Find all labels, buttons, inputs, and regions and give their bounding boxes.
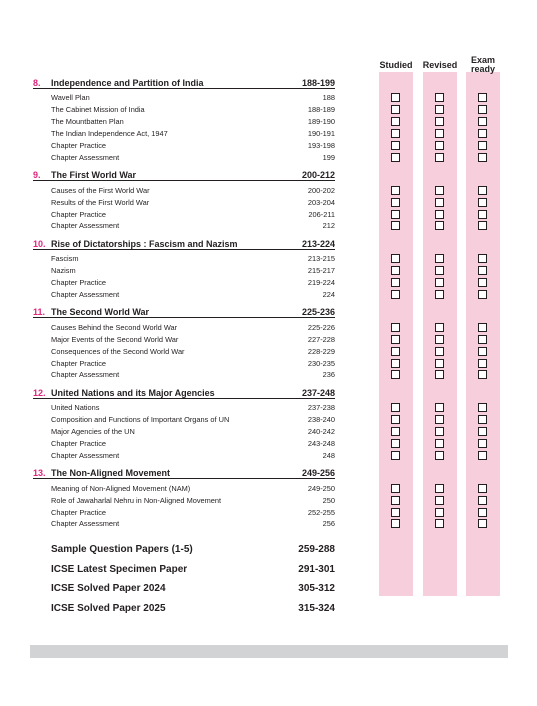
chapter-heading: [33, 74, 335, 89]
topic-title: Chapter Assessment: [51, 370, 120, 380]
checkbox-studied[interactable]: [391, 335, 400, 344]
checkbox-studied[interactable]: [391, 403, 400, 412]
topic-title: Chapter Practice: [51, 507, 107, 517]
checkbox-studied[interactable]: [391, 198, 400, 207]
checkbox-studied[interactable]: [391, 141, 400, 150]
topic-pages: 236: [322, 370, 335, 380]
topic-title: Chapter Practice: [51, 278, 107, 288]
topic-title: Causes Behind the Second World War: [51, 322, 178, 332]
checkbox-studied[interactable]: [391, 186, 400, 195]
checkbox-revised[interactable]: [435, 484, 444, 493]
topic-row: [51, 414, 335, 426]
topic-title: The Mountbatten Plan: [51, 117, 124, 127]
checkbox-revised[interactable]: [435, 347, 444, 356]
topic-pages: 190-191: [307, 129, 335, 139]
topic-row: [51, 321, 335, 333]
topic-title: Chapter Assessment: [51, 152, 120, 162]
checkbox-exam-ready[interactable]: [478, 153, 487, 162]
column-header-exam-ready: [463, 56, 503, 74]
chapter-number: 12.: [33, 387, 46, 398]
studied-column-bg: [379, 72, 413, 596]
topic-row: [51, 333, 335, 345]
checkbox-revised[interactable]: [435, 335, 444, 344]
checkbox-revised[interactable]: [435, 254, 444, 263]
topic-title: Chapter Practice: [51, 358, 107, 368]
topic-row: [51, 289, 335, 301]
chapter-pages: 200-212: [301, 170, 335, 181]
topic-pages: 189-190: [307, 117, 335, 127]
checkbox-studied[interactable]: [391, 427, 400, 436]
topic-title: Nazism: [51, 266, 76, 276]
chapter-topic-list: [33, 181, 335, 232]
checkbox-studied[interactable]: [391, 290, 400, 299]
topic-pages: 243-248: [307, 439, 335, 449]
column-header-revised: Revised: [422, 60, 458, 70]
topic-pages: 224: [322, 290, 335, 300]
checkbox-exam-ready[interactable]: [478, 439, 487, 448]
topic-pages: 230-235: [307, 358, 335, 368]
checkbox-revised[interactable]: [435, 278, 444, 287]
topic-row: [51, 220, 335, 232]
checkbox-exam-ready[interactable]: [478, 415, 487, 424]
chapter-heading: [33, 166, 335, 181]
topic-title: Fascism: [51, 254, 79, 264]
chapter-title: The First World War: [51, 170, 137, 181]
checkbox-exam-ready[interactable]: [478, 323, 487, 332]
topic-row: [51, 357, 335, 369]
topic-title: Consequences of the Second World War: [51, 346, 185, 356]
topic-row: [51, 277, 335, 289]
checkbox-revised[interactable]: [435, 403, 444, 412]
chapter-topic-list: [33, 250, 335, 301]
checkbox-studied[interactable]: [391, 415, 400, 424]
checkbox-revised[interactable]: [435, 519, 444, 528]
checkbox-studied[interactable]: [391, 359, 400, 368]
paper-pages: 315-324: [298, 602, 335, 614]
checkbox-exam-ready[interactable]: [478, 105, 487, 114]
chapter-heading: [33, 235, 335, 250]
checkbox-exam-ready[interactable]: [478, 141, 487, 150]
topic-pages: 252-255: [307, 507, 335, 517]
checkbox-revised[interactable]: [435, 508, 444, 517]
topic-pages: 200-202: [307, 185, 335, 195]
topic-pages: 240-242: [307, 427, 335, 437]
checkbox-exam-ready[interactable]: [478, 221, 487, 230]
topic-pages: 212: [322, 221, 335, 231]
chapter-heading: [33, 384, 335, 399]
checkbox-revised[interactable]: [435, 93, 444, 102]
topic-row: [51, 128, 335, 140]
topic-title: Role of Jawaharlal Nehru in Non-Aligned Movement: [51, 495, 222, 505]
topic-pages: 248: [322, 450, 335, 460]
checkbox-studied[interactable]: [391, 221, 400, 230]
checkbox-studied[interactable]: [391, 370, 400, 379]
checkbox-studied[interactable]: [391, 117, 400, 126]
topic-title: United Nations: [51, 403, 100, 413]
checkbox-exam-ready[interactable]: [478, 370, 487, 379]
topic-pages: 219-224: [307, 278, 335, 288]
checkbox-exam-ready[interactable]: [478, 347, 487, 356]
checkbox-studied[interactable]: [391, 278, 400, 287]
checkbox-revised[interactable]: [435, 129, 444, 138]
checkbox-studied[interactable]: [391, 347, 400, 356]
chapter-pages: 237-248: [301, 387, 335, 398]
checkbox-exam-ready[interactable]: [478, 210, 487, 219]
checkbox-exam-ready[interactable]: [478, 129, 487, 138]
checkbox-exam-ready[interactable]: [478, 254, 487, 263]
checkbox-revised[interactable]: [435, 427, 444, 436]
topic-pages: 249-250: [307, 483, 335, 493]
checkbox-studied[interactable]: [391, 210, 400, 219]
paper-row: [51, 598, 335, 618]
topic-pages: 238-240: [307, 415, 335, 425]
checkbox-studied[interactable]: [391, 93, 400, 102]
topic-pages: 227-228: [307, 334, 335, 344]
paper-title: ICSE Latest Specimen Paper: [51, 563, 188, 575]
chapter-pages: 188-199: [301, 78, 335, 88]
topic-row: [51, 482, 335, 494]
chapter-topic-list: [33, 479, 335, 530]
checkbox-revised[interactable]: [435, 141, 444, 150]
checkbox-exam-ready[interactable]: [478, 519, 487, 528]
topic-row: [51, 345, 335, 357]
column-header-studied: Studied: [379, 60, 413, 70]
paper-title: ICSE Solved Paper 2025: [51, 602, 166, 614]
topic-pages: 199: [322, 152, 335, 162]
topic-pages: 203-204: [307, 197, 335, 207]
chapter-heading: [33, 303, 335, 318]
topic-pages: 237-238: [307, 403, 335, 413]
topic-row: [51, 140, 335, 152]
topic-title: Causes of the First World War: [51, 185, 150, 195]
chapter-number: 10.: [33, 238, 46, 249]
checkbox-revised[interactable]: [435, 323, 444, 332]
topic-pages: 193-198: [307, 141, 335, 150]
topic-title: Chapter Assessment: [51, 450, 120, 460]
topic-row: [51, 402, 335, 414]
topic-title: Chapter Assessment: [51, 519, 120, 529]
topic-row: [51, 265, 335, 277]
topic-pages: 215-217: [307, 266, 335, 276]
topic-pages: 225-226: [307, 322, 335, 332]
chapter-number: 13.: [33, 468, 46, 479]
checkbox-studied[interactable]: [391, 254, 400, 263]
topic-row: [51, 184, 335, 196]
checkbox-studied[interactable]: [391, 153, 400, 162]
topic-title: Meaning of Non-Aligned Movement (NAM): [51, 483, 191, 493]
topic-title: Composition and Functions of Important Organs of UN: [51, 415, 230, 425]
topic-title: Wavell Plan: [51, 93, 90, 103]
paper-row: [51, 540, 335, 560]
topic-title: The Cabinet Mission of India: [51, 105, 145, 115]
topic-row: [51, 104, 335, 116]
paper-row: [51, 579, 335, 599]
checkbox-exam-ready[interactable]: [478, 403, 487, 412]
chapter-title: Rise of Dictatorships : Fascism and Nazism: [51, 238, 238, 249]
topic-row: [51, 494, 335, 506]
topic-row: [51, 449, 335, 461]
checkbox-studied[interactable]: [391, 129, 400, 138]
topic-row: [51, 116, 335, 128]
chapter-topic-list: [33, 318, 335, 380]
checkbox-exam-ready[interactable]: [478, 198, 487, 207]
checkbox-studied[interactable]: [391, 439, 400, 448]
checkbox-revised[interactable]: [435, 105, 444, 114]
checkbox-revised[interactable]: [435, 117, 444, 126]
chapter-pages: 213-224: [301, 238, 335, 249]
checkbox-studied[interactable]: [391, 105, 400, 114]
topic-title: Major Agencies of the UN: [51, 427, 135, 437]
topic-title: The Indian Independence Act, 1947: [51, 129, 168, 139]
checkbox-exam-ready[interactable]: [478, 117, 487, 126]
topic-pages: 188-189: [307, 105, 335, 115]
revised-column-bg: [423, 72, 457, 596]
topic-row: [51, 426, 335, 438]
checkbox-exam-ready[interactable]: [478, 335, 487, 344]
checkbox-revised[interactable]: [435, 439, 444, 448]
footer-bar: [30, 645, 508, 658]
chapter-title: The Second World War: [51, 307, 150, 318]
papers-list: [33, 540, 335, 618]
topic-row: [51, 518, 335, 530]
chapter-number: 9.: [33, 170, 41, 181]
checkbox-revised[interactable]: [435, 290, 444, 299]
paper-title: Sample Question Papers (1-5): [51, 544, 193, 556]
checkbox-revised[interactable]: [435, 198, 444, 207]
topic-pages: 228-229: [307, 346, 335, 356]
checkbox-revised[interactable]: [435, 210, 444, 219]
paper-pages: 259-288: [298, 544, 335, 556]
topic-title: Chapter Practice: [51, 141, 107, 150]
checkbox-revised[interactable]: [435, 370, 444, 379]
chapter-title: United Nations and its Major Agencies: [51, 387, 215, 398]
topic-title: Chapter Assessment: [51, 221, 120, 231]
topic-title: Major Events of the Second World War: [51, 334, 179, 344]
checkbox-exam-ready[interactable]: [478, 266, 487, 275]
chapter-topic-list: [33, 89, 335, 163]
checkbox-revised[interactable]: [435, 186, 444, 195]
topic-row: [51, 151, 335, 163]
topic-title: Chapter Practice: [51, 439, 107, 449]
chapter-pages: 249-256: [301, 468, 335, 479]
topic-row: [51, 253, 335, 265]
paper-row: [51, 559, 335, 579]
checkbox-revised[interactable]: [435, 496, 444, 505]
topic-row: [51, 369, 335, 381]
chapter-title: The Non-Aligned Movement: [51, 468, 170, 479]
topic-row: [51, 92, 335, 104]
paper-title: ICSE Solved Paper 2024: [51, 583, 166, 595]
chapter-heading: [33, 464, 335, 479]
checkbox-exam-ready[interactable]: [478, 427, 487, 436]
checkbox-studied[interactable]: [391, 508, 400, 517]
checkbox-exam-ready[interactable]: [478, 290, 487, 299]
topic-title: Chapter Practice: [51, 209, 107, 219]
checkbox-revised[interactable]: [435, 451, 444, 460]
checkbox-studied[interactable]: [391, 323, 400, 332]
topic-pages: 188: [322, 93, 335, 103]
topic-title: Results of the First World War: [51, 197, 150, 207]
column-header-exam-ready-label: Exam ready: [470, 55, 496, 74]
chapter-number: 8.: [33, 78, 41, 88]
topic-pages: 206-211: [308, 209, 335, 219]
checkbox-revised[interactable]: [435, 153, 444, 162]
table-of-contents: [33, 74, 335, 618]
chapter-title: Independence and Partition of India: [51, 78, 204, 88]
checkbox-studied[interactable]: [391, 266, 400, 275]
checkbox-studied[interactable]: [391, 519, 400, 528]
checkbox-exam-ready[interactable]: [478, 484, 487, 493]
topic-pages: 213-215: [307, 254, 335, 264]
topic-pages: 250: [322, 495, 335, 505]
paper-pages: 291-301: [298, 563, 335, 575]
topic-row: [51, 506, 335, 518]
checkbox-exam-ready[interactable]: [478, 496, 487, 505]
chapter-pages: 225-236: [301, 307, 335, 318]
topic-row: [51, 438, 335, 450]
checkbox-studied[interactable]: [391, 484, 400, 493]
checkbox-exam-ready[interactable]: [478, 451, 487, 460]
checkbox-exam-ready[interactable]: [478, 93, 487, 102]
checkbox-revised[interactable]: [435, 266, 444, 275]
checkbox-studied[interactable]: [391, 451, 400, 460]
chapter-topic-list: [33, 399, 335, 461]
checkbox-exam-ready[interactable]: [478, 278, 487, 287]
topic-pages: 256: [322, 519, 335, 529]
paper-pages: 305-312: [298, 583, 335, 595]
exam-ready-column-bg: [466, 72, 500, 596]
chapter-number: 11.: [33, 307, 46, 318]
checkbox-studied[interactable]: [391, 496, 400, 505]
topic-title: Chapter Assessment: [51, 290, 120, 300]
topic-row: [51, 196, 335, 208]
topic-row: [51, 208, 335, 220]
checkbox-exam-ready[interactable]: [478, 508, 487, 517]
checkbox-revised[interactable]: [435, 359, 444, 368]
checkbox-revised[interactable]: [435, 221, 444, 230]
checkbox-exam-ready[interactable]: [478, 186, 487, 195]
checkbox-revised[interactable]: [435, 415, 444, 424]
checkbox-exam-ready[interactable]: [478, 359, 487, 368]
